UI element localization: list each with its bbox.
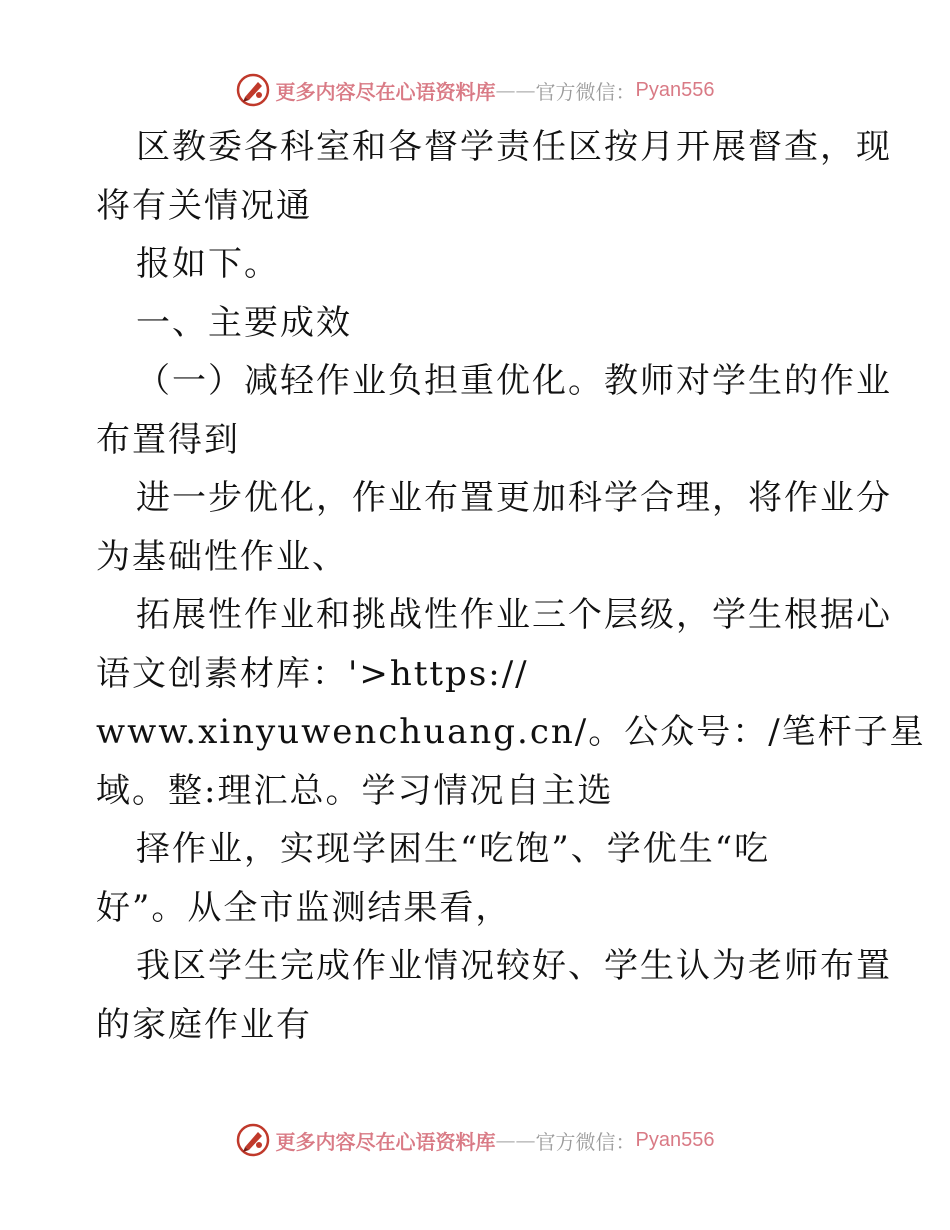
body-line: 布置得到 <box>96 419 240 460</box>
header-banner-separator: —— <box>495 78 536 102</box>
body-line: 拓展性作业和挑战性作业三个层级，学生根据心 <box>136 595 892 635</box>
pen-logo-icon <box>236 73 270 107</box>
pen-logo-icon <box>236 1123 270 1157</box>
header-watermark-banner <box>0 70 950 110</box>
body-line: 择作业，实现学困生“吃饱”、学优生“吃 <box>136 829 771 869</box>
body-line: 语文创素材库：'>https:// <box>96 653 529 694</box>
header-banner-text: 更多内容尽在心语资料库 <box>275 79 496 104</box>
body-line: 的家庭作业有 <box>96 1004 312 1045</box>
footer-banner-separator: —— <box>495 1128 536 1152</box>
body-line: 报如下。 <box>136 244 280 284</box>
body-line: www.xinyuwenchuang.cn/。公众号：/笔杆子星 <box>96 712 926 752</box>
footer-banner-text: 更多内容尽在心语资料库 <box>275 1129 496 1154</box>
footer-banner-contact-id: Pyan556 <box>635 1128 715 1151</box>
footer-banner-contact-label: 官方微信： <box>535 1129 636 1154</box>
body-line: 区教委各科室和各督学责任区按月开展督查，现 <box>136 127 892 167</box>
header-banner-contact-label: 官方微信： <box>535 79 636 104</box>
body-line: 将有关情况通 <box>96 185 312 226</box>
body-line: 域。整:理汇总。学习情况自主选 <box>96 770 614 811</box>
body-line: 好”。从全市监测结果看， <box>96 887 512 928</box>
header-banner-contact-id: Pyan556 <box>635 78 715 101</box>
subsection-heading: （一）减轻作业负担重优化。教师对学生的作业 <box>136 361 892 401</box>
body-line: 进一步优化，作业布置更加科学合理，将作业分 <box>136 478 892 518</box>
body-line: 为基础性作业、 <box>96 536 348 577</box>
section-heading: 一、主要成效 <box>136 302 352 343</box>
footer-watermark-banner <box>0 1120 950 1160</box>
body-line: 我区学生完成作业情况较好、学生认为老师布置 <box>136 946 892 986</box>
document-body <box>96 118 926 1054</box>
